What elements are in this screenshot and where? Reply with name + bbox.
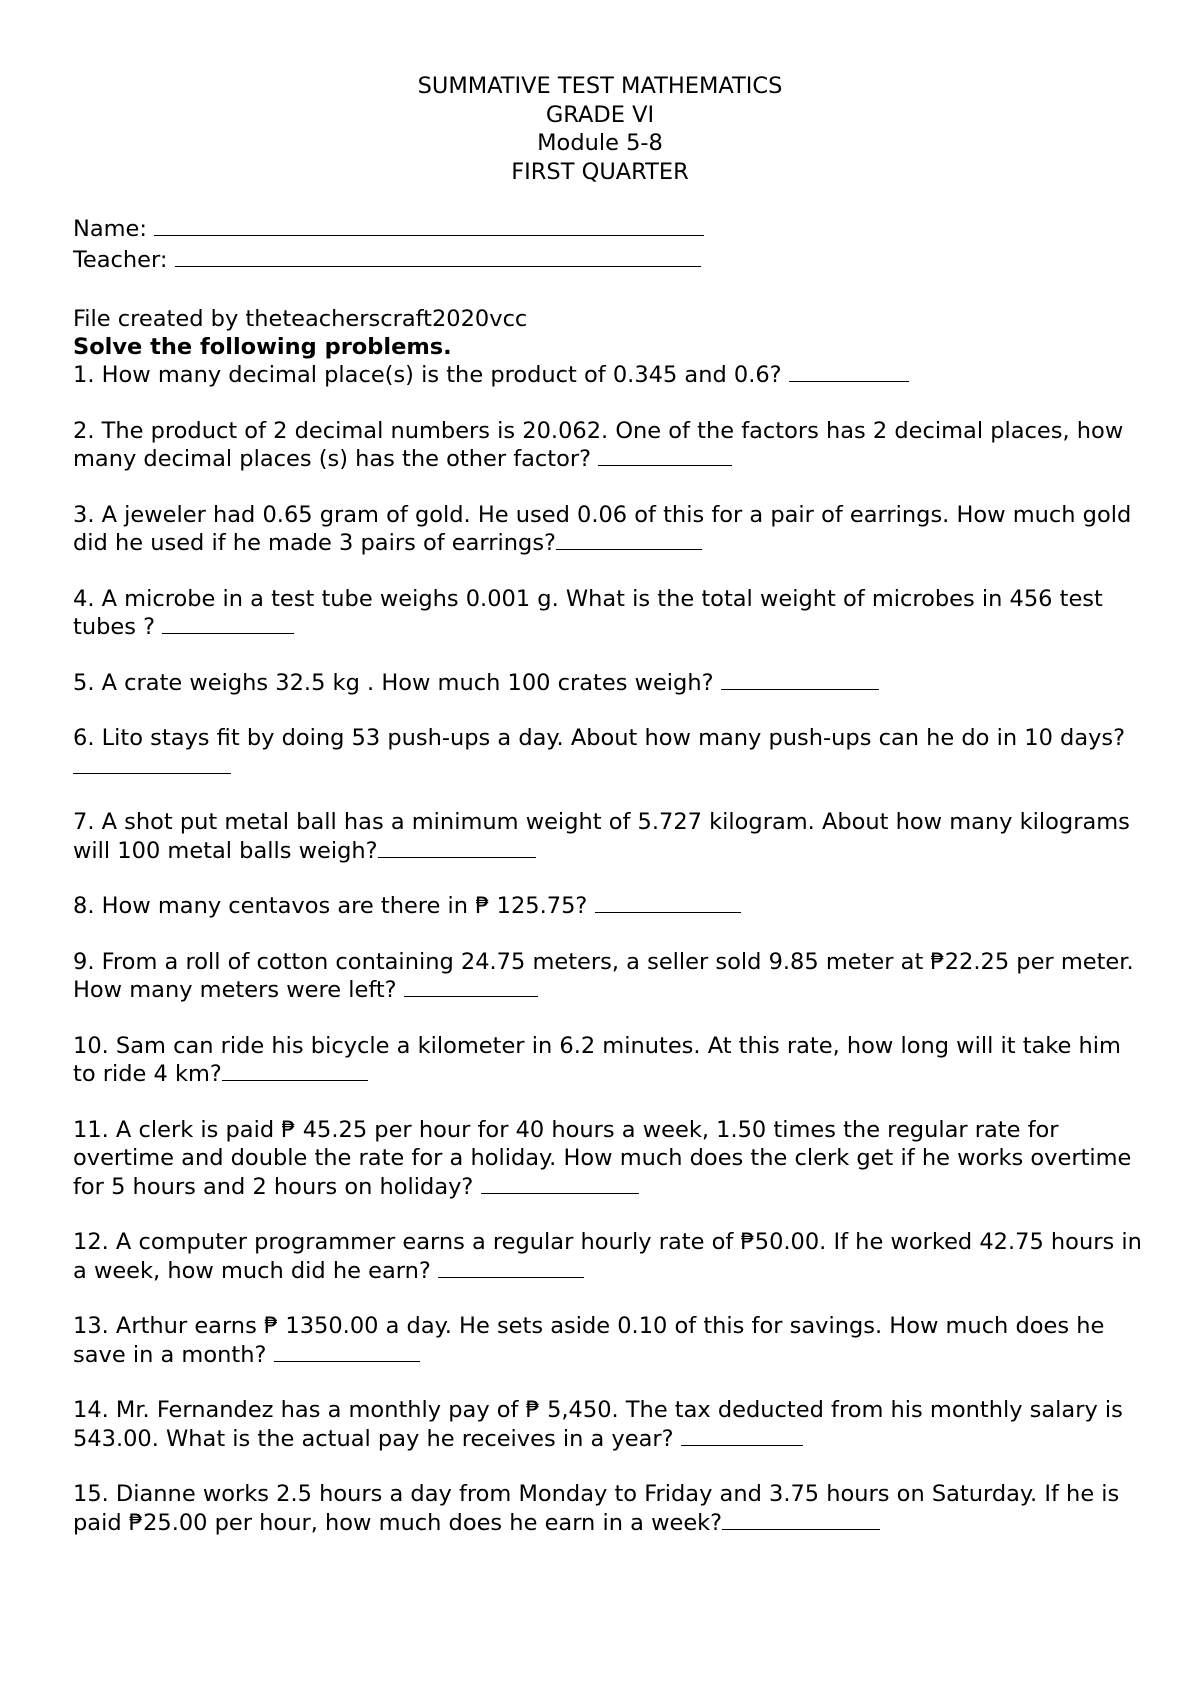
answer-blank[interactable] — [378, 837, 536, 858]
question-item — [73, 892, 1143, 921]
answer-blank[interactable] — [274, 1341, 420, 1362]
question-text: 6. Lito stays fit by doing 53 push-ups a day. About how many push-ups can he do in 10 days? — [73, 725, 1126, 751]
question-item — [73, 1396, 1143, 1453]
answer-blank[interactable] — [681, 1425, 803, 1446]
teacher-field[interactable] — [175, 244, 701, 267]
question-item — [73, 724, 1143, 781]
teacher-label: Teacher: — [73, 247, 168, 273]
question-item — [73, 417, 1143, 474]
answer-blank[interactable] — [556, 529, 702, 550]
question-text: 12. A computer programmer earns a regular hourly rate of ₱50.00. If he worked 42.75 hours in a week, how much did he earn? — [73, 1229, 1142, 1284]
question-item — [73, 1032, 1143, 1089]
answer-blank[interactable] — [721, 669, 879, 690]
question-item — [73, 948, 1143, 1005]
document-header — [0, 72, 1200, 186]
module-range: Module 5-8 — [537, 130, 663, 156]
question-item — [73, 1116, 1143, 1202]
quarter-label: FIRST QUARTER — [511, 158, 689, 185]
credit-line: File created by theteacherscraft2020vcc — [73, 306, 528, 332]
name-label: Name: — [73, 216, 147, 242]
name-row — [73, 213, 1143, 244]
question-text: 15. Dianne works 2.5 hours a day from Monday to Friday and 3.75 hours on Saturday. If he is paid ₱25.00 per hour, how much does he earn in a week? — [73, 1481, 1120, 1536]
answer-blank[interactable] — [789, 361, 909, 382]
test-title: SUMMATIVE TEST MATHEMATICS — [417, 73, 783, 99]
question-text: 1. How many decimal place(s) is the product of 0.345 and 0.6? — [73, 362, 782, 388]
question-text: 7. A shot put metal ball has a minimum weight of 5.727 kilogram. About how many kilograms will 100 metal balls weigh? — [73, 809, 1130, 864]
answer-blank[interactable] — [162, 613, 294, 634]
question-text: 3. A jeweler had 0.65 gram of gold. He used 0.06 of this for a pair of earrings. How much gold did he used if he made 3 pairs of earrings? — [73, 501, 1132, 556]
instructions: Solve the following problems. — [73, 334, 452, 360]
name-field[interactable] — [154, 213, 704, 236]
answer-blank[interactable] — [595, 892, 741, 913]
question-text: 13. Arthur earns ₱ 1350.00 a day. He sets aside 0.10 of this for savings. How much does he save in a month? — [73, 1313, 1105, 1368]
question-list — [73, 361, 1143, 1537]
teacher-row — [73, 244, 1143, 275]
answer-blank[interactable] — [222, 1060, 368, 1081]
question-item — [73, 501, 1143, 558]
answer-blank[interactable] — [598, 445, 732, 466]
student-fields — [73, 213, 1143, 275]
answer-blank[interactable] — [722, 1509, 880, 1530]
question-item — [73, 1480, 1143, 1537]
question-text: 2. The product of 2 decimal numbers is 20.062. One of the factors has 2 decimal places, how many decimal places (s) has the other factor? — [73, 417, 1124, 472]
question-item — [73, 1312, 1143, 1369]
question-item — [73, 808, 1143, 865]
question-text: 11. A clerk is paid ₱ 45.25 per hour for 40 hours a week, 1.50 times the regular rate for overtime and double the rate for a holiday. How much does the clerk get if he works overtime for 5 hours and 2 hours on holiday? — [73, 1116, 1132, 1200]
question-item — [73, 1228, 1143, 1285]
question-text: 8. How many centavos are there in ₱ 125.75? — [73, 893, 588, 919]
grade-level: GRADE VI — [545, 101, 655, 128]
answer-blank[interactable] — [438, 1257, 584, 1278]
question-text: 9. From a roll of cotton containing 24.75 meters, a seller sold 9.85 meter at ₱22.25 per meter. How many meters were left? — [73, 948, 1134, 1003]
question-text: 10. Sam can ride his bicycle a kilometer in 6.2 minutes. At this rate, how long will it take him to ride 4 km? — [73, 1032, 1121, 1087]
question-item — [73, 669, 1143, 698]
test-document — [73, 72, 1143, 1537]
answer-blank[interactable] — [404, 976, 538, 997]
question-text: 4. A microbe in a test tube weighs 0.001 g. What is the total weight of microbes in 456 test tubes ? — [73, 585, 1103, 640]
question-text: 14. Mr. Fernandez has a monthly pay of ₱ 5,450. The tax deducted from his monthly salary is 543.00. What is the actual pay he receives in a year? — [73, 1397, 1123, 1452]
question-text: 5. A crate weighs 32.5 kg . How much 100 crates weigh? — [73, 669, 714, 696]
question-item — [73, 585, 1143, 642]
answer-blank[interactable] — [73, 753, 231, 774]
question-item — [73, 361, 1143, 390]
answer-blank[interactable] — [481, 1173, 639, 1194]
